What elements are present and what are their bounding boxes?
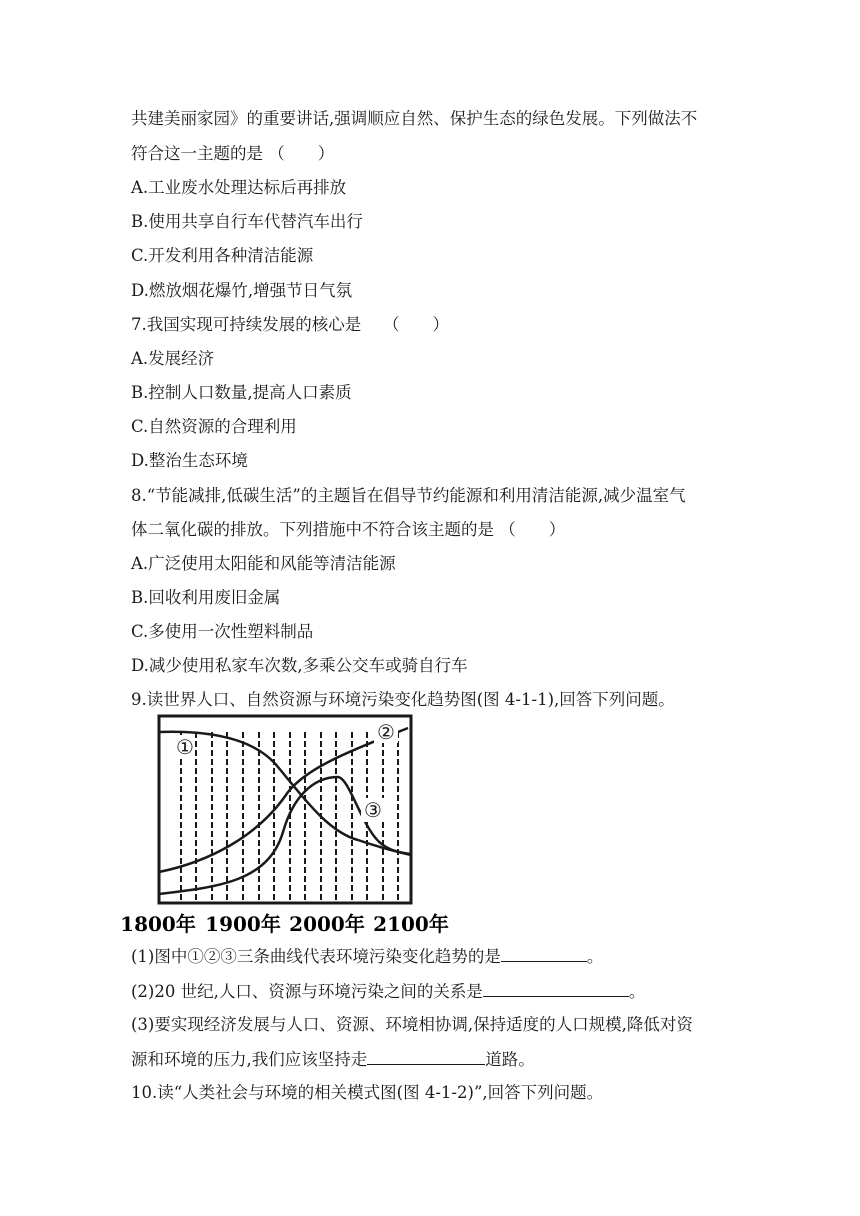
answer-blank[interactable] (367, 1048, 485, 1065)
option-a: A.发展经济 (131, 349, 215, 368)
option-c: C.自然资源的合理利用 (131, 417, 297, 436)
trend-figure (120, 712, 449, 942)
subquestion-3-cont (131, 1048, 535, 1071)
subquestion-3: (3)要实现经济发展与人口、资源、环境相协调,保持适度的人口规模,降低对资 (131, 1015, 693, 1034)
option-d: D.整治生态环境 (131, 451, 248, 470)
answer-blank[interactable] (501, 945, 587, 962)
curve-label: ③ (364, 798, 382, 822)
option-b: B.控制人口数量,提高人口素质 (131, 383, 352, 402)
text-line: 符合这一主题的是 （ ） (131, 144, 335, 163)
text-line: 共建美丽家园》的重要讲话,强调顺应自然、保护生态的绿色发展。下列做法不 (131, 109, 698, 128)
subquestion-text: 道路。 (485, 1050, 535, 1069)
question-10: 10.读“人类社会与环境的相关模式图(图 4-1-2)”,回答下列问题。 (131, 1083, 604, 1102)
option-a: A.工业废水处理达标后再排放 (131, 178, 347, 197)
option-c: C.多使用一次性塑料制品 (131, 622, 314, 641)
question-9: 9.读世界人口、自然资源与环境污染变化趋势图(图 4-1-1),回答下列问题。 (131, 690, 675, 709)
subquestion-text: (2)20 世纪,人口、资源与环境污染之间的关系是 (131, 982, 483, 1001)
option-a: A.广泛使用太阳能和风能等清洁能源 (131, 554, 396, 573)
subquestion-text: 。 (586, 947, 604, 966)
answer-blank[interactable] (483, 980, 629, 997)
question-8: 8.“节能减排,低碳生活”的主题旨在倡导节约能源和利用清洁能源,减少温室气 (131, 486, 686, 505)
option-c: C.开发利用各种清洁能源 (131, 246, 314, 265)
subquestion-1 (131, 945, 603, 968)
subquestion-text: 。 (628, 982, 646, 1001)
option-d: D.减少使用私家车次数,多乘公交车或骑自行车 (131, 656, 468, 675)
subquestion-text: 源和环境的压力,我们应该坚持走 (131, 1050, 368, 1069)
curve-label: ① (176, 735, 194, 759)
year-label: 1900年 (205, 912, 281, 936)
year-label: 1800年 (120, 912, 196, 936)
year-label: 2100年 (373, 912, 449, 936)
option-b: B.回收利用废旧金属 (131, 588, 281, 607)
text-line: 体二氧化碳的排放。下列措施中不符合该主题的是 （ ） (131, 520, 566, 539)
subquestion-2 (131, 980, 645, 1003)
question-7: 7.我国实现可持续发展的核心是 （ ） (131, 315, 449, 334)
subquestion-text: (1)图中①②③三条曲线代表环境污染变化趋势的是 (131, 947, 501, 966)
curve-label: ② (377, 720, 395, 744)
option-b: B.使用共享自行车代替汽车出行 (131, 212, 363, 231)
option-d: D.燃放烟花爆竹,增强节日气氛 (131, 281, 353, 300)
year-label: 2000年 (289, 912, 365, 936)
